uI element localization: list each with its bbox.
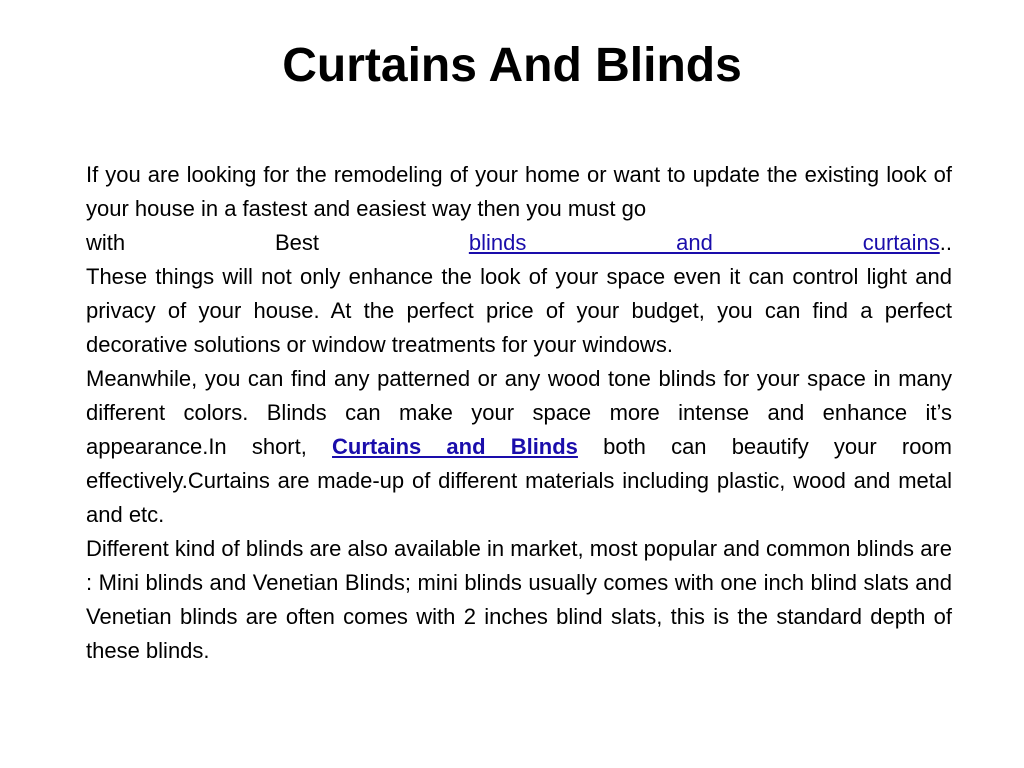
blinds-and-curtains-link[interactable]: blinds and curtains: [468, 230, 940, 255]
curtains-and-blinds-link[interactable]: Curtains and Blinds: [332, 434, 578, 459]
paragraph-1-text-c: ..: [939, 230, 952, 255]
paragraph-2-text-b: both can beautify your room effectively.Curtains are made-up of different materials including plastic, wood and metal and etc.: [86, 434, 952, 527]
paragraph-1: [86, 158, 952, 362]
paragraph-2-text-a: Meanwhile, you can find any patterned or any wood tone blinds for your space in many different colors. Blinds can make your space more intense and enhance it’s appearance.In short,: [86, 366, 952, 459]
article-body: [86, 158, 952, 668]
paragraph-1-text-d: These things will not only enhance the look of your space even it can control light and privacy of your house. At the perfect price of your budget, you can find a perfect decorative solutions or window treatments for your windows.: [86, 264, 952, 357]
page-title: Curtains And Blinds: [282, 39, 742, 92]
paragraph-3: [86, 532, 952, 668]
paragraph-1-text-b: with Best: [86, 230, 319, 255]
paragraph-1-text-a: If you are looking for the remodeling of your home or want to update the existing look of your house in a fastest and easiest way then you must go: [86, 162, 952, 221]
paragraph-1-link-line: [86, 226, 952, 260]
paragraph-2: [86, 362, 952, 532]
paragraph-3-text: Different kind of blinds are also available in market, most popular and common blinds are : Mini blinds and Venetian Blinds; mini blinds usually comes with one inch blind slats and Venetian blinds are often comes with 2 inches blind slats, this is the standard depth of these blinds.: [86, 536, 952, 663]
